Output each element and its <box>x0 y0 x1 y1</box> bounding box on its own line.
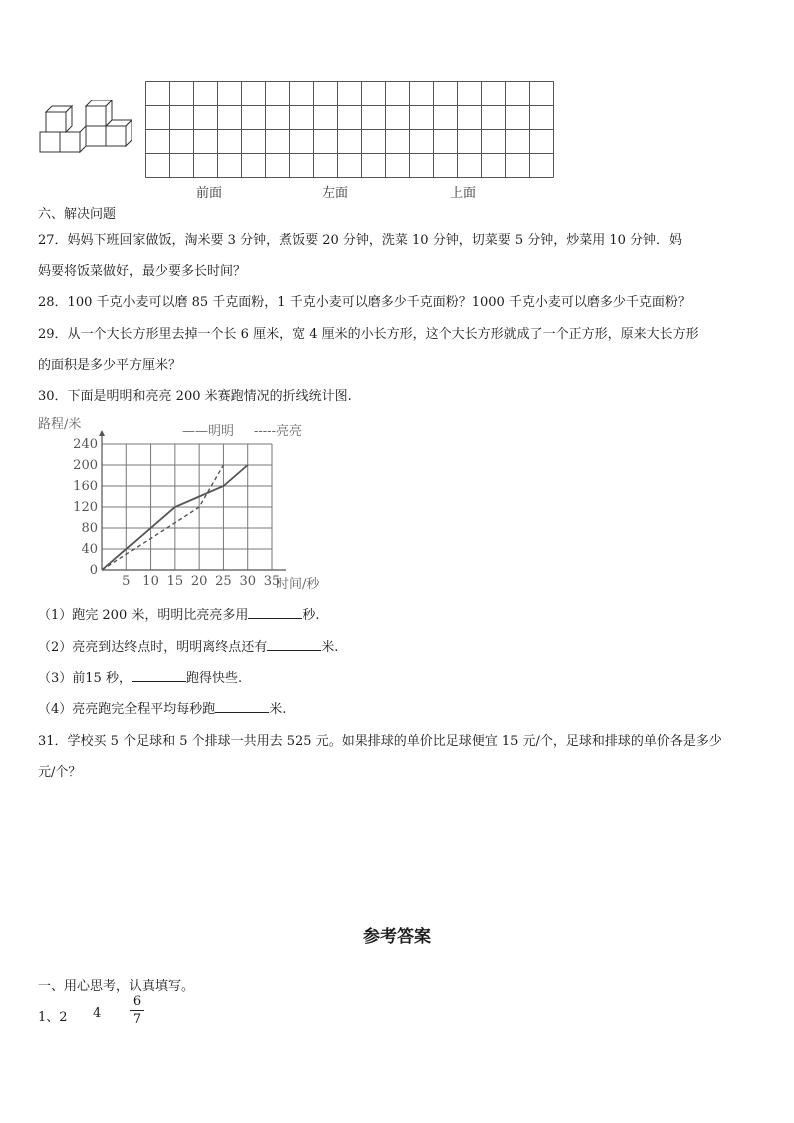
answer-1-fraction <box>130 994 144 1027</box>
fraction-numerator: 6 <box>132 994 142 1009</box>
chart-legend-liangliang: -----亮亮 <box>254 424 302 439</box>
chart-legend-mingming: ——明明 <box>182 424 235 439</box>
q30-intro: 30．下面是明明和亮亮 200 米赛跑情况的折线统计图. <box>38 389 352 404</box>
q30-part2: （2）亮亮到达终点时，明明离终点还有 米. <box>38 640 339 655</box>
chart-ylabel: 路程/米 <box>38 417 82 432</box>
section-6-title: 六、解决问题 <box>38 207 117 222</box>
chart-x-tick-label: 25 <box>215 574 232 589</box>
q30-part4: （4）亮亮跑完全程平均每秒跑 米. <box>38 702 287 717</box>
q27-line2: 妈要将饭菜做好，最少要多长时间？ <box>38 264 247 279</box>
q30-part3: （3）前15 秒， 跑得快些. <box>38 671 243 686</box>
chart-x-tick-label: 10 <box>142 574 159 589</box>
chart-y-tick-label: 160 <box>73 479 98 494</box>
chart-y-tick-label: 120 <box>73 500 98 515</box>
chart-x-tick-label: 15 <box>166 574 184 589</box>
fraction-denominator: 7 <box>132 1012 142 1027</box>
answer-1-prefix: 1、2 <box>38 1010 68 1025</box>
chart-y-tick-label: 200 <box>73 458 98 473</box>
answers-title: 参考答案 <box>363 927 431 947</box>
front-view-label: 前面 <box>196 186 223 201</box>
answer-blank[interactable] <box>215 700 269 713</box>
q31-line1: 31．学校买 5 个足球和 5 个排球一共用去 525 元。如果排球的单价比足球便宜 15 元/个，足球和排球的单价各是多少 <box>38 734 722 749</box>
chart-xlabel: 时间/秒 <box>276 577 320 592</box>
top-view-label: 上面 <box>450 186 477 201</box>
view-drawing-grid <box>145 81 556 178</box>
chart-y-tick-label: 40 <box>81 542 98 557</box>
chart-x-tick-label: 35 <box>263 574 281 589</box>
q27-line1: 27．妈妈下班回家做饭，淘米要 3 分钟，煮饭要 20 分钟，洗菜 10 分钟，切菜要 5 分钟，炒菜用 10 分钟．妈 <box>38 233 683 248</box>
chart-y-tick-label: 240 <box>73 437 98 452</box>
chart-x-tick-label: 5 <box>122 574 131 589</box>
q30-part1: （1）跑完 200 米，明明比亮亮多用 秒. <box>38 608 320 623</box>
answer-blank[interactable] <box>248 606 302 619</box>
q29-line1: 29．从一个大长方形里去掉一个长 6 厘米，宽 4 厘米的小长方形，这个大长方形就成了一个正方形，原来大长方形 <box>38 327 699 342</box>
answer-blank[interactable] <box>267 638 321 651</box>
race-line-chart <box>34 410 354 595</box>
answer-1-mid: 4 <box>93 1006 102 1021</box>
answer-blank[interactable] <box>132 669 186 682</box>
chart-y-arrow <box>99 430 105 436</box>
q31-line2: 元/个？ <box>38 765 82 780</box>
chart-y-tick-label: 0 <box>89 563 98 578</box>
chart-y-tick-label: 80 <box>81 521 98 536</box>
chart-x-tick-label: 20 <box>190 574 208 589</box>
q28: 28．100 千克小麦可以磨 85 千克面粉，1 千克小麦可以磨多少千克面粉？1000 千克小麦可以磨多少千克面粉？ <box>38 295 691 310</box>
left-view-label: 左面 <box>322 186 349 201</box>
answers-section-1: 一、用心思考，认真填写。 <box>38 979 195 994</box>
q29-line2: 的面积是多少平方厘米？ <box>38 358 182 373</box>
cube-figure <box>36 100 132 160</box>
chart-x-tick-label: 30 <box>239 574 256 589</box>
